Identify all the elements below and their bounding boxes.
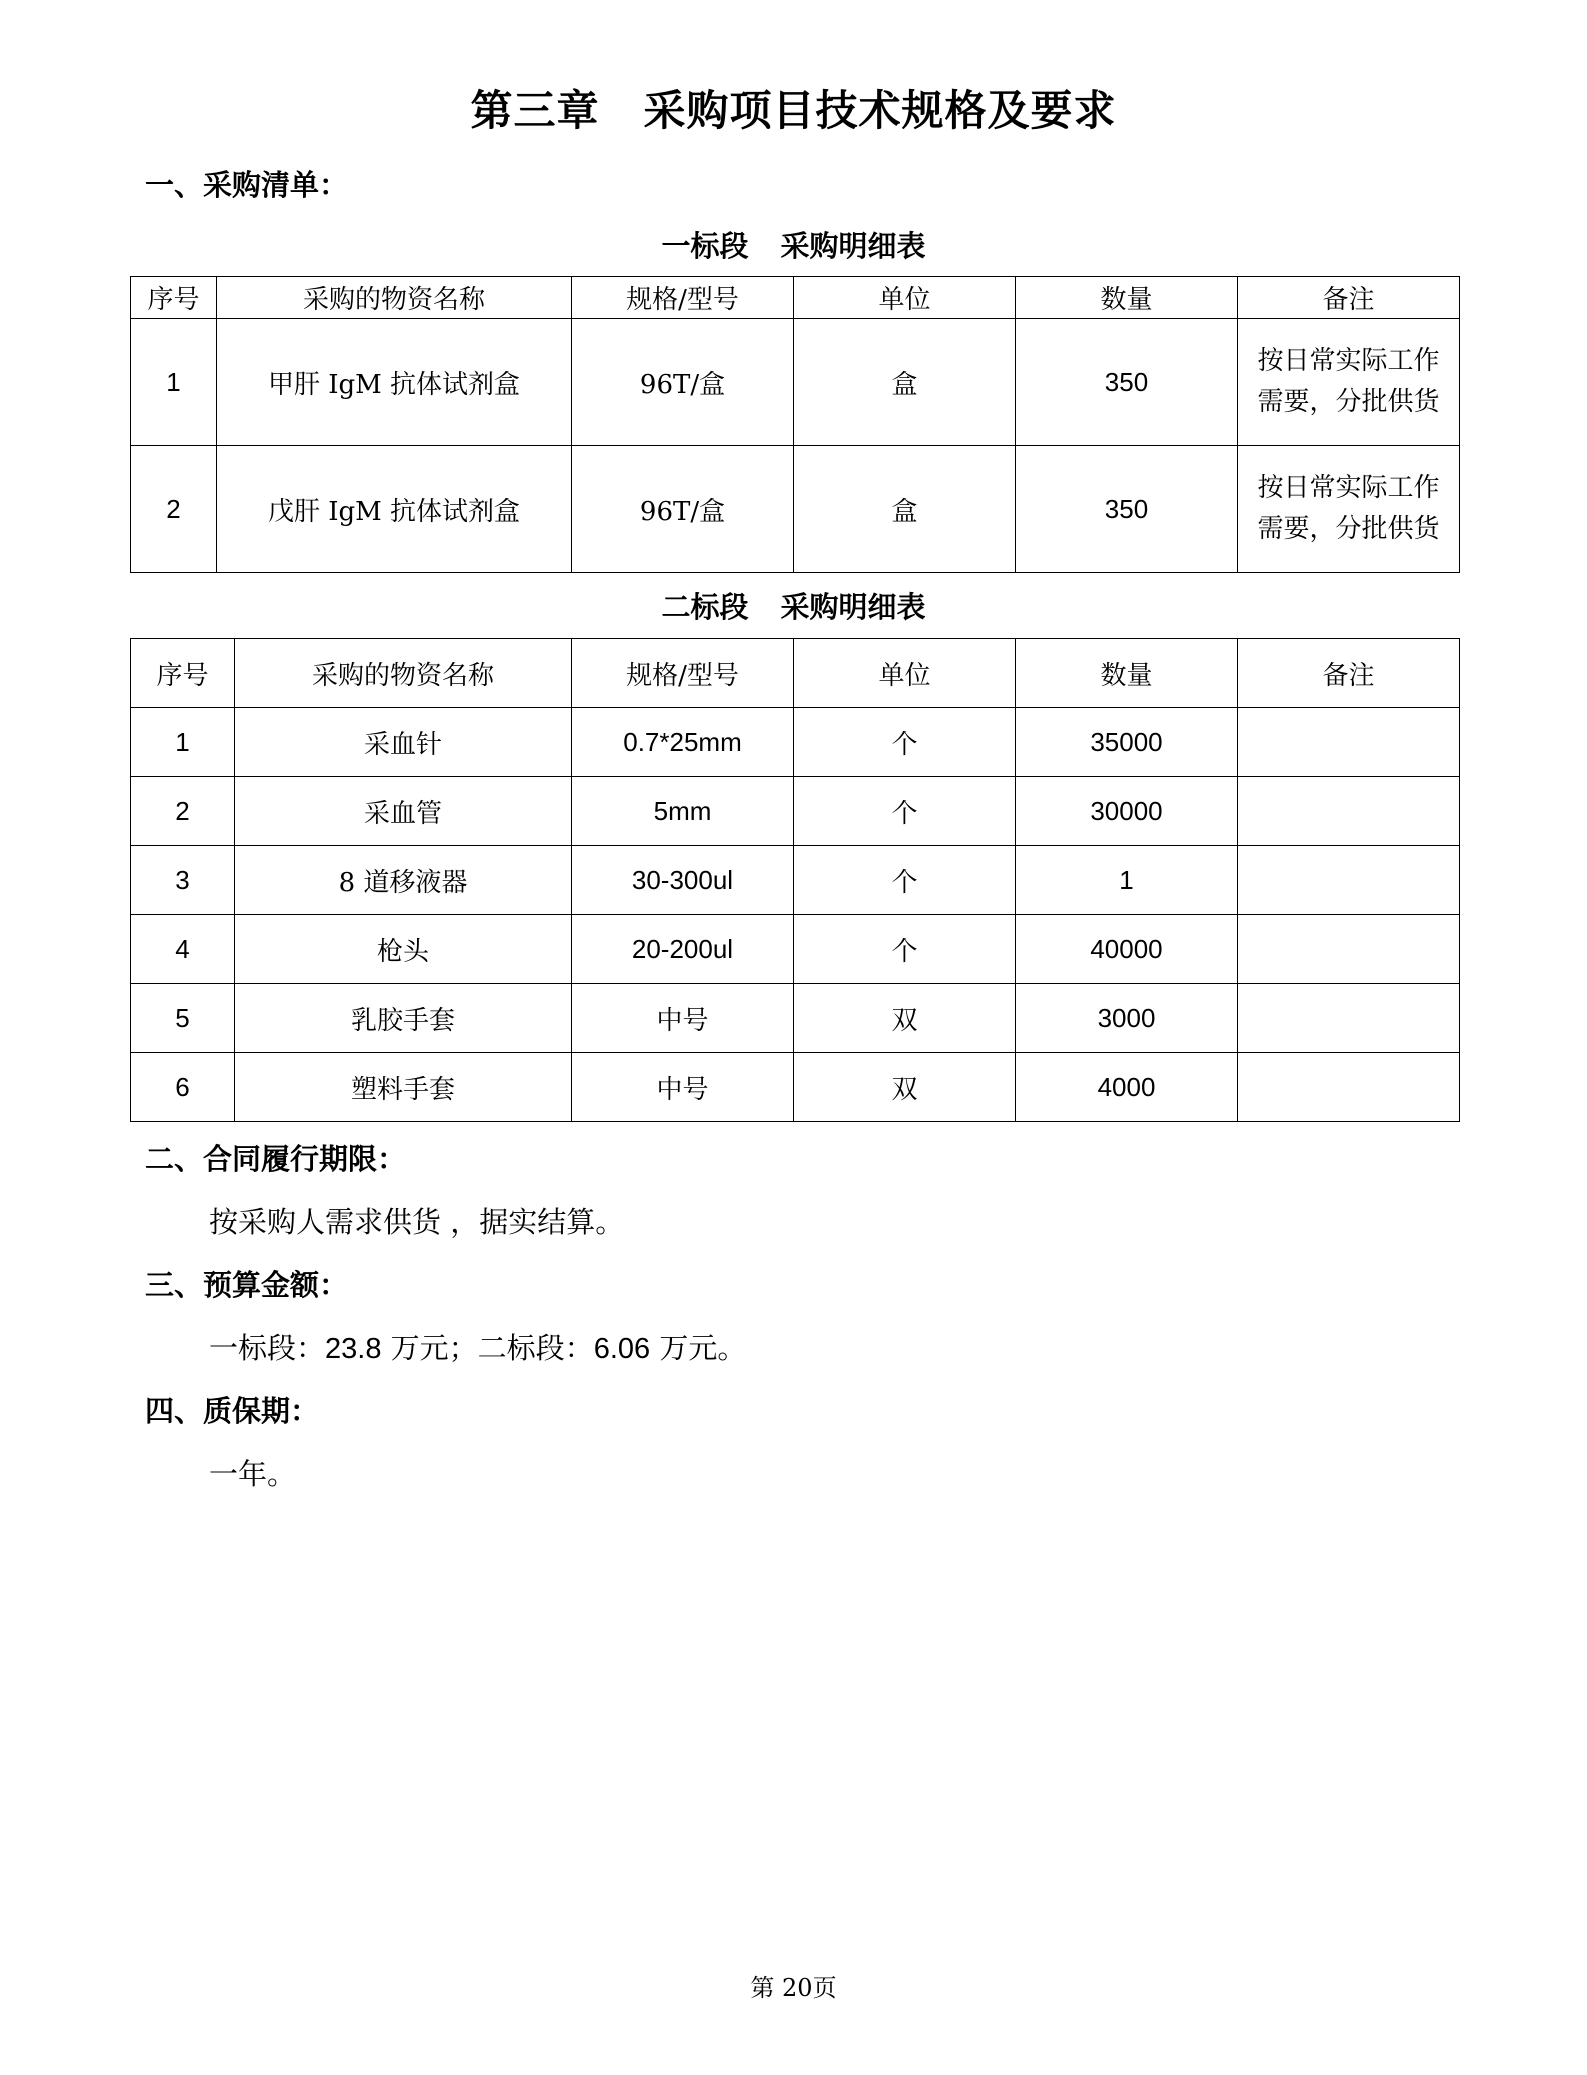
cell-quantity: 40000	[1016, 915, 1238, 984]
cell-remark	[1238, 915, 1460, 984]
header-cell: 单位	[794, 639, 1016, 708]
cell-remark	[1238, 1053, 1460, 1122]
header-cell: 备注	[1238, 277, 1460, 319]
budget-unit-end: 万元。	[650, 1331, 747, 1365]
table1-caption-text: 采购明细表	[780, 229, 926, 263]
cell-remark	[1238, 984, 1460, 1053]
table-row	[131, 446, 1460, 573]
header-cell: 序号	[131, 639, 235, 708]
table-lot-1	[130, 276, 1460, 573]
budget-lot1-label: 一标段：	[209, 1331, 326, 1365]
table-lot-2	[130, 638, 1460, 1122]
cell-remark: 按日常实际工作需要，分批供货	[1238, 446, 1460, 573]
table-row	[131, 708, 1460, 777]
cell-unit: 盒	[794, 446, 1016, 573]
cell-unit: 个	[794, 915, 1016, 984]
cell-unit: 个	[794, 708, 1016, 777]
cell-quantity: 350	[1016, 319, 1238, 446]
cell-remark	[1238, 708, 1460, 777]
cell-item-name: 枪头	[235, 915, 572, 984]
table1-caption-lot: 一标段	[661, 229, 749, 263]
cell-spec: 30-300ul	[572, 846, 794, 915]
cell-item-name: 采血针	[235, 708, 572, 777]
cell-item-name: 甲肝 IgM 抗体试剂盒	[217, 319, 572, 446]
table2-caption-lot: 二标段	[661, 590, 749, 624]
cell-item-name: 8 道移液器	[235, 846, 572, 915]
cell-spec: 5mm	[572, 777, 794, 846]
header-cell: 数量	[1016, 277, 1238, 319]
header-cell: 规格/型号	[572, 277, 794, 319]
table2-caption-text: 采购明细表	[780, 590, 926, 624]
table2-caption	[0, 585, 1587, 626]
header-cell: 数量	[1016, 639, 1238, 708]
chapter-name: 采购项目技术规格及要求	[643, 86, 1117, 135]
chapter-number: 第三章	[470, 86, 600, 135]
header-cell: 备注	[1238, 639, 1460, 708]
table-header-row	[131, 639, 1460, 708]
cell-remark	[1238, 777, 1460, 846]
cell-unit: 个	[794, 777, 1016, 846]
header-cell: 规格/型号	[572, 639, 794, 708]
warranty-text: 一年。	[209, 1457, 297, 1491]
cell-spec: 96T/盒	[572, 446, 794, 573]
budget-lot2-label: 万元；二标段：	[381, 1331, 594, 1365]
cell-quantity: 1	[1016, 846, 1238, 915]
cell-spec: 0.7*25mm	[572, 708, 794, 777]
cell-item-name: 戊肝 IgM 抗体试剂盒	[217, 446, 572, 573]
table-row	[131, 1053, 1460, 1122]
cell-quantity: 35000	[1016, 708, 1238, 777]
cell-item-name: 采血管	[235, 777, 572, 846]
table1-caption	[0, 224, 1587, 265]
cell-unit: 双	[794, 984, 1016, 1053]
section-heading-budget: 三、预算金额：	[145, 1268, 349, 1302]
cell-unit: 个	[794, 846, 1016, 915]
section-heading-warranty: 四、质保期：	[145, 1394, 320, 1428]
page-number: 第 20页	[750, 1974, 837, 2002]
table-row	[131, 984, 1460, 1053]
cell-index: 1	[131, 708, 235, 777]
cell-remark: 按日常实际工作需要，分批供货	[1238, 319, 1460, 446]
cell-quantity: 4000	[1016, 1053, 1238, 1122]
table-row	[131, 777, 1460, 846]
cell-index: 5	[131, 984, 235, 1053]
cell-spec: 中号	[572, 984, 794, 1053]
cell-quantity: 3000	[1016, 984, 1238, 1053]
cell-quantity: 350	[1016, 446, 1238, 573]
cell-spec: 20-200ul	[572, 915, 794, 984]
chapter-title	[0, 78, 1587, 138]
cell-index: 3	[131, 846, 235, 915]
cell-quantity: 30000	[1016, 777, 1238, 846]
contract-period-text: 按采购人需求供货 ，据实结算。	[209, 1205, 625, 1239]
cell-unit: 盒	[794, 319, 1016, 446]
table-row	[131, 915, 1460, 984]
header-cell: 采购的物资名称	[235, 639, 572, 708]
table-header-row	[131, 277, 1460, 319]
table-row	[131, 846, 1460, 915]
cell-index: 2	[131, 777, 235, 846]
section-heading-procurement-list: 一、采购清单：	[145, 168, 349, 202]
cell-index: 1	[131, 319, 217, 446]
cell-index: 6	[131, 1053, 235, 1122]
cell-item-name: 乳胶手套	[235, 984, 572, 1053]
cell-spec: 中号	[572, 1053, 794, 1122]
cell-index: 4	[131, 915, 235, 984]
header-cell: 单位	[794, 277, 1016, 319]
header-cell: 序号	[131, 277, 217, 319]
cell-remark	[1238, 846, 1460, 915]
cell-item-name: 塑料手套	[235, 1053, 572, 1122]
section-heading-contract-period: 二、合同履行期限：	[145, 1142, 407, 1176]
budget-lot2-amount: 6.06	[593, 1333, 651, 1365]
cell-spec: 96T/盒	[572, 319, 794, 446]
cell-unit: 双	[794, 1053, 1016, 1122]
cell-index: 2	[131, 446, 217, 573]
table-row	[131, 319, 1460, 446]
header-cell: 采购的物资名称	[217, 277, 572, 319]
budget-lot1-amount: 23.8	[325, 1333, 382, 1365]
budget-text	[209, 1326, 746, 1367]
